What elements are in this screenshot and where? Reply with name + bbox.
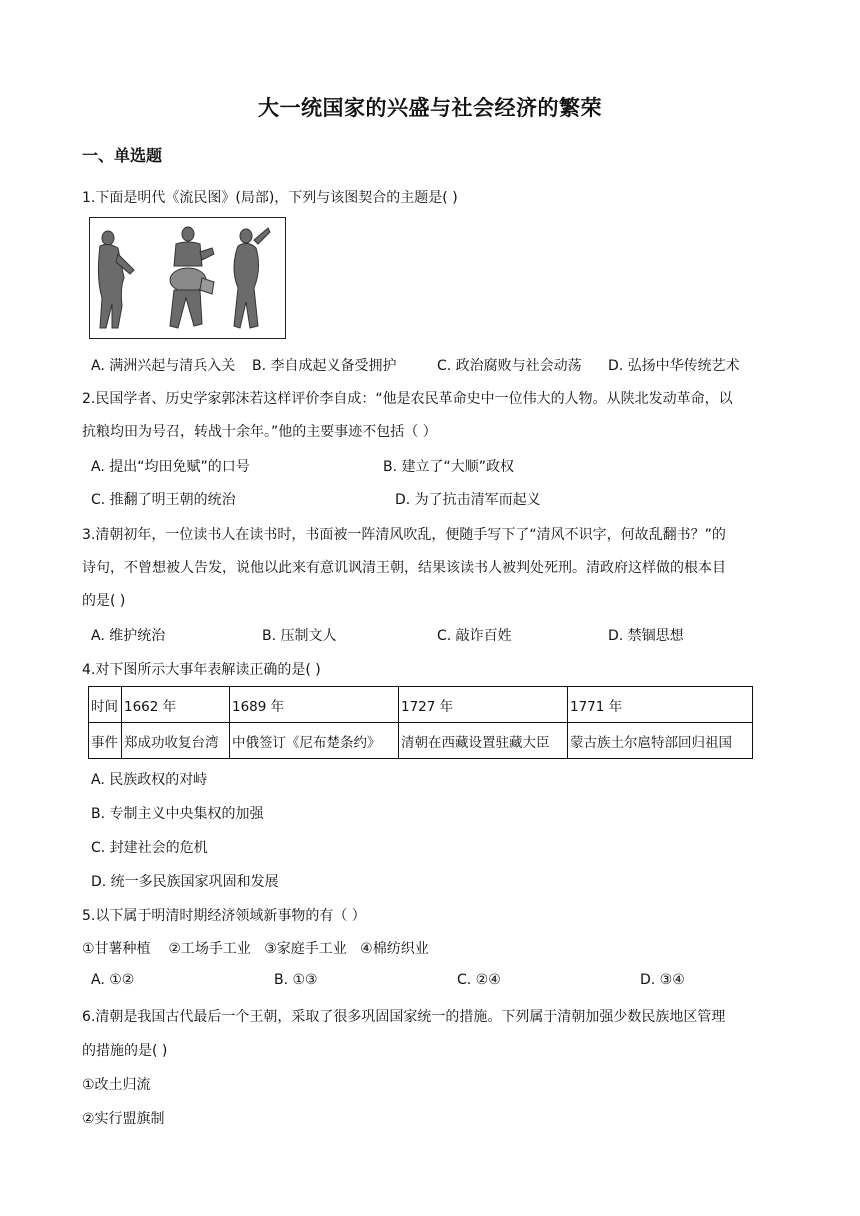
question-6-stem-line1: 6.清朝是我国古代最后一个王朝，采取了很多巩固国家统一的措施。下列属于清朝加强少数民族地区管理 <box>82 1009 726 1025</box>
q5-option-d[interactable]: D. ③④ <box>640 972 685 988</box>
liumin-tu-image <box>89 217 286 339</box>
table-row <box>89 687 753 723</box>
q2-option-a[interactable]: A. 提出“均田免赋”的口号 <box>91 459 250 475</box>
section-heading: 一、单选题 <box>82 146 163 165</box>
question-6-item-2: ②实行盟旗制 <box>82 1111 165 1127</box>
table-cell: 郑成功收复台湾 <box>122 723 230 759</box>
question-2-stem-line1: 2.民国学者、历史学家郭沫若这样评价李自成：“他是农民革命史中一位伟大的人物。从陕北发动革命，以 <box>82 391 733 407</box>
table-cell: 1689 年 <box>230 687 399 723</box>
question-3-stem-line3: 的是( ) <box>82 593 126 609</box>
q4-option-c[interactable]: C. 封建社会的危机 <box>91 840 208 856</box>
table-cell: 蒙古族土尔扈特部回归祖国 <box>568 723 753 759</box>
figures-illustration <box>90 218 284 337</box>
question-2-stem-line2: 抗粮均田为号召，转战十余年。”他的主要事迹不包括（ ） <box>82 424 437 440</box>
table-row <box>89 723 753 759</box>
table-cell: 1771 年 <box>568 687 753 723</box>
question-3-stem-line2: 诗句，不曾想被人告发，说他以此来有意讥讽清王朝，结果该读书人被判处死刑。清政府这样做的根本目 <box>82 560 726 576</box>
question-5-items: ①甘薯种植 ②工场手工业 ③家庭手工业 ④棉纺织业 <box>82 941 429 957</box>
q1-option-d[interactable]: D. 弘扬中华传统艺术 <box>608 358 740 374</box>
q3-option-c[interactable]: C. 敲诈百姓 <box>437 628 512 644</box>
question-3-stem-line1: 3.清朝初年，一位读书人在读书时，书面被一阵清风吹乱，便随手写下了“清风不识字，何故乱翻书？”的 <box>82 527 726 543</box>
q4-option-b[interactable]: B. 专制主义中央集权的加强 <box>91 806 264 822</box>
question-6-item-1: ①改土归流 <box>82 1077 151 1093</box>
question-6-stem-line2: 的措施的是( ) <box>82 1043 168 1059</box>
q1-option-c[interactable]: C. 政治腐败与社会动荡 <box>437 358 582 374</box>
page-title: 大一统国家的兴盛与社会经济的繁荣 <box>258 96 602 120</box>
q4-option-a[interactable]: A. 民族政权的对峙 <box>91 772 208 788</box>
table-cell: 1662 年 <box>122 687 230 723</box>
q2-option-d[interactable]: D. 为了抗击清军而起义 <box>395 492 541 508</box>
table-cell: 1727 年 <box>399 687 568 723</box>
q3-option-d[interactable]: D. 禁锢思想 <box>608 628 684 644</box>
q1-option-b[interactable]: B. 李自成起义备受拥护 <box>252 358 397 374</box>
question-1-stem: 1.下面是明代《流民图》(局部)，下列与该图契合的主题是( ) <box>82 190 458 206</box>
question-5-stem: 5.以下属于明清时期经济领域新事物的有（ ） <box>82 908 366 924</box>
q5-option-b[interactable]: B. ①③ <box>274 972 318 988</box>
q3-option-b[interactable]: B. 压制文人 <box>262 628 337 644</box>
q3-option-a[interactable]: A. 维护统治 <box>91 628 166 644</box>
events-timeline-table <box>88 686 753 759</box>
q2-option-c[interactable]: C. 推翻了明王朝的统治 <box>91 492 236 508</box>
q5-option-a[interactable]: A. ①② <box>91 972 135 988</box>
table-cell: 清朝在西藏设置驻藏大臣 <box>399 723 568 759</box>
table-cell: 事件 <box>89 723 122 759</box>
q2-option-b[interactable]: B. 建立了“大顺”政权 <box>383 459 515 475</box>
q4-option-d[interactable]: D. 统一多民族国家巩固和发展 <box>91 874 279 890</box>
q1-option-a[interactable]: A. 满洲兴起与清兵入关 <box>91 358 236 374</box>
q5-option-c[interactable]: C. ②④ <box>457 972 501 988</box>
table-cell: 中俄签订《尼布楚条约》 <box>230 723 399 759</box>
table-cell: 时间 <box>89 687 122 723</box>
question-4-stem: 4.对下图所示大事年表解读正确的是( ) <box>82 662 321 678</box>
